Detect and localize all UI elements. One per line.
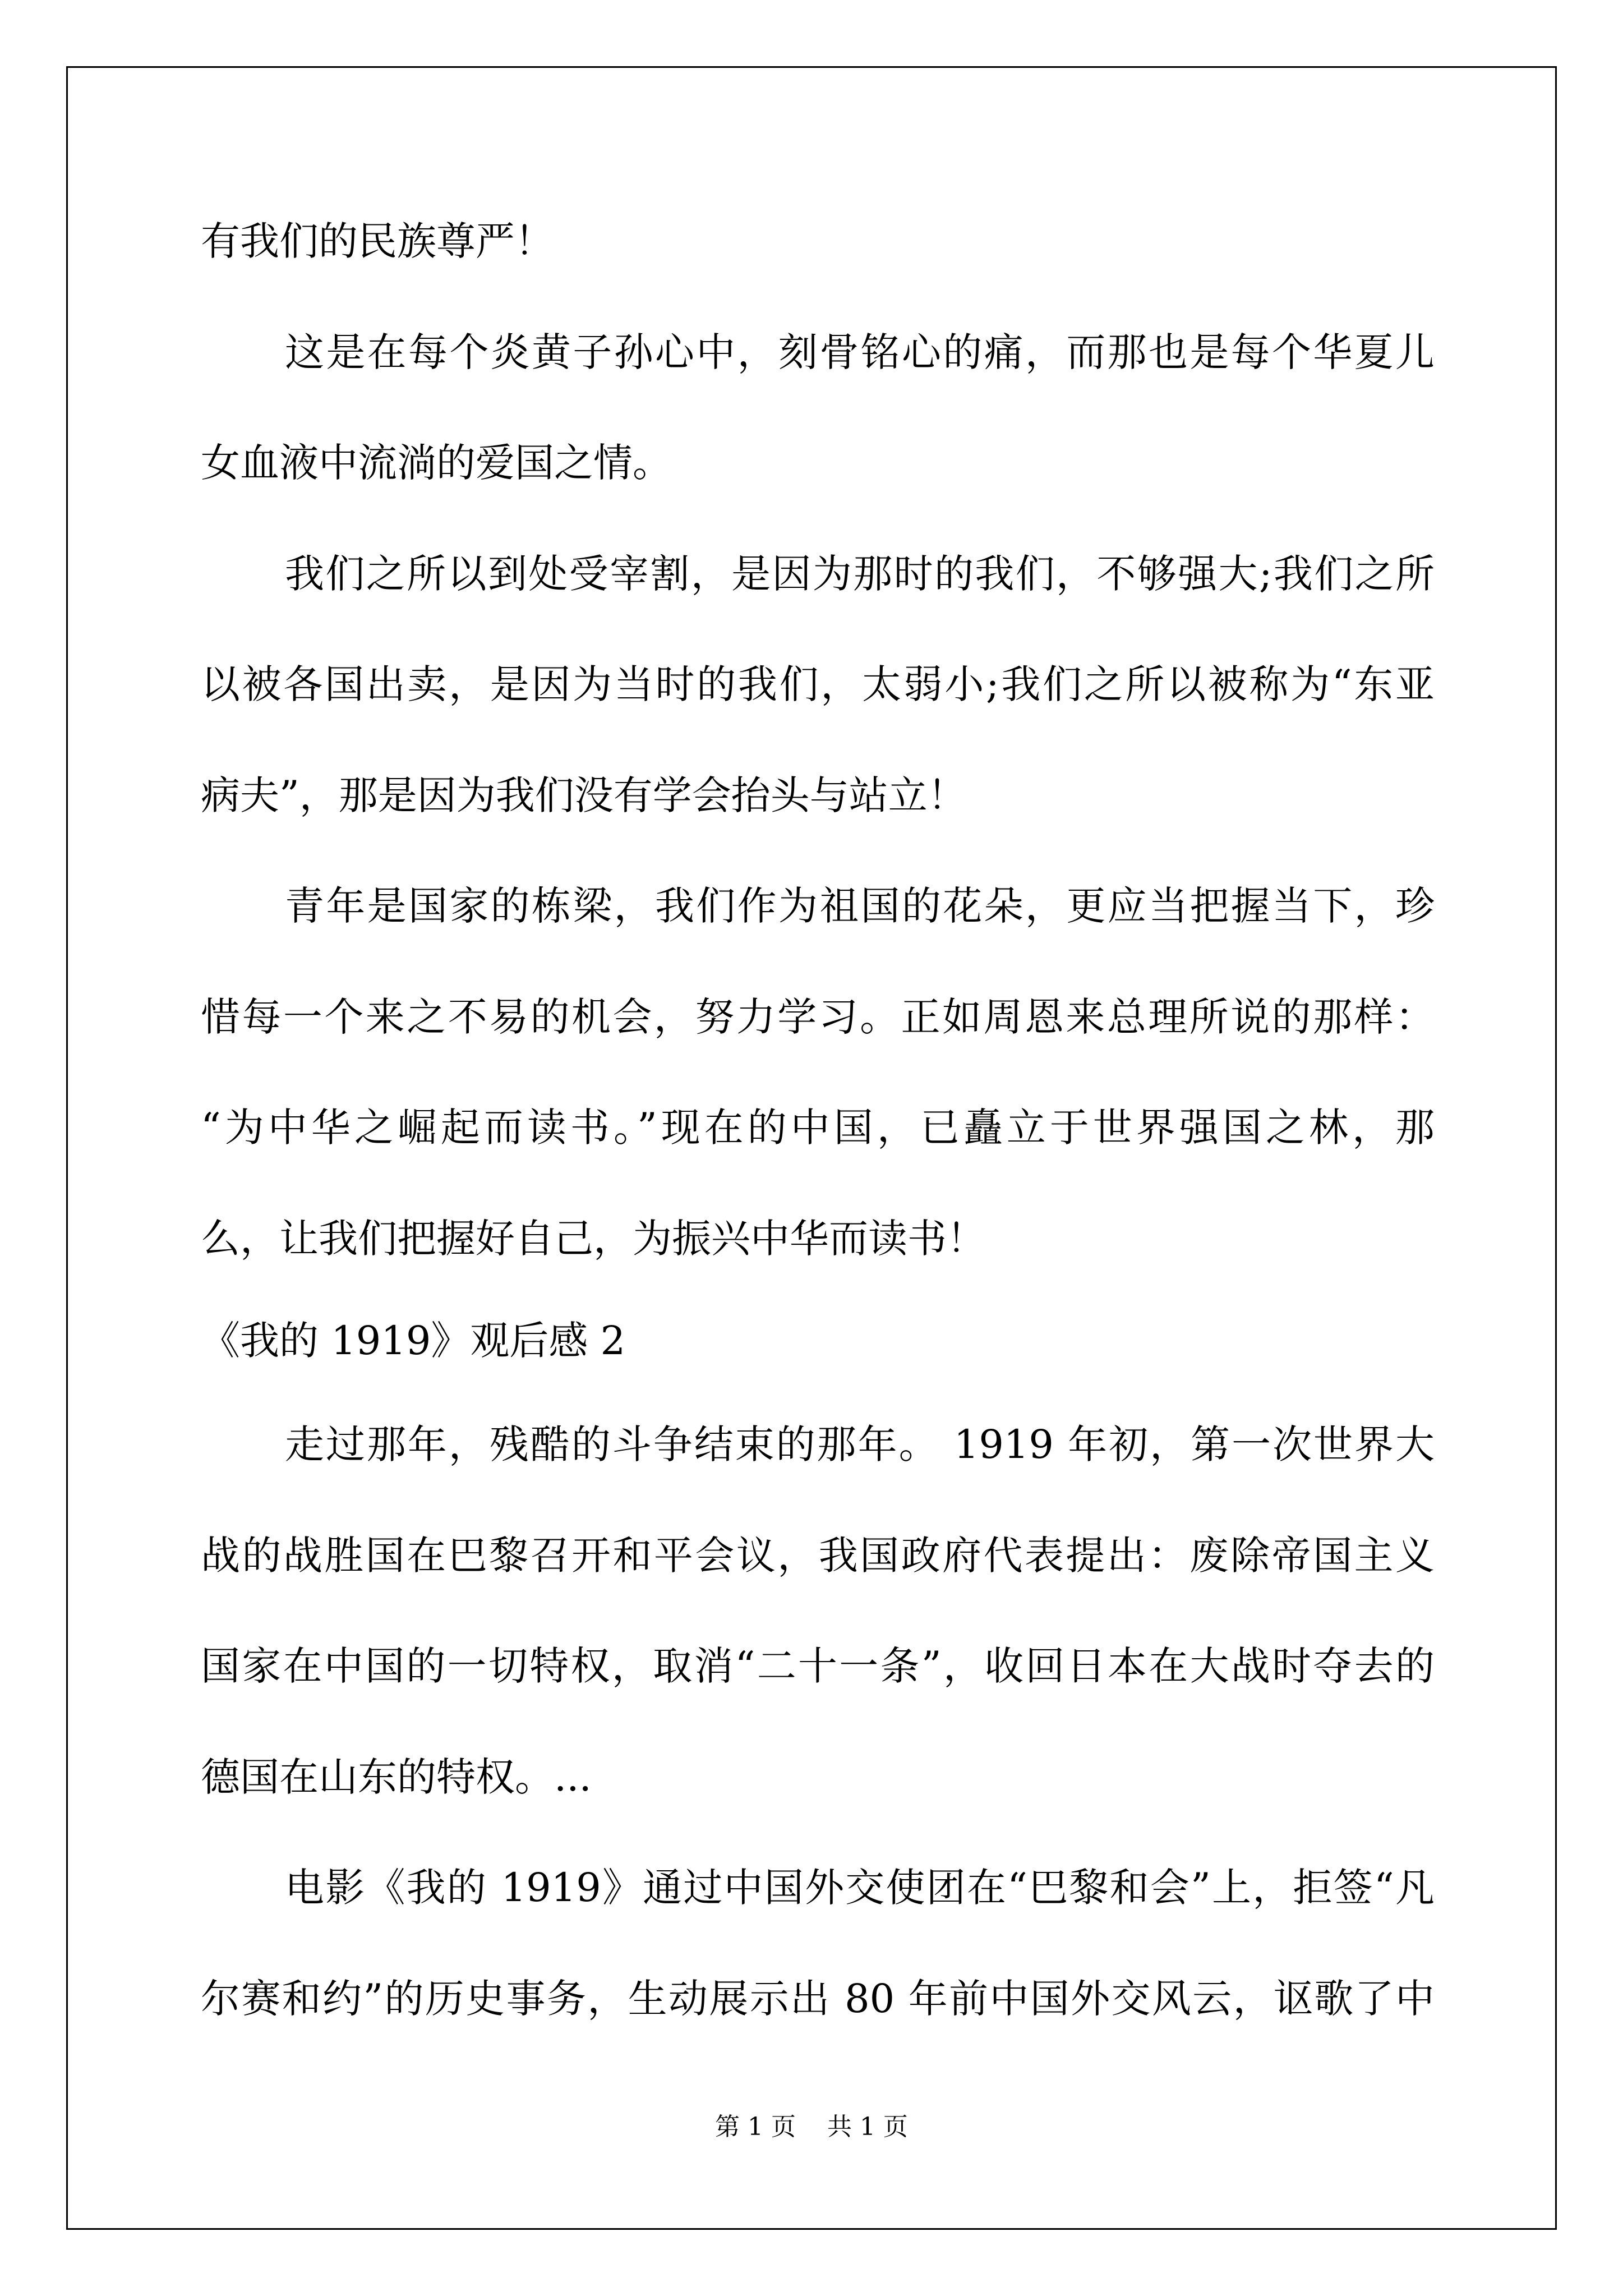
- text-line: 德国在山东的特权。...: [201, 1754, 592, 1800]
- text-line: 病夫”，那是因为我们没有学会抬头与站立！: [201, 772, 967, 818]
- text-line: 女血液中流淌的爱国之情。: [201, 440, 672, 486]
- text-line: 以被各国出卖，是因为当时的我们，太弱小;我们之所以被称为“东亚: [201, 661, 1435, 707]
- section-heading: 《我的 1919》观后感 2: [201, 1318, 626, 1364]
- paragraph-line: 我们之所以到处受宰割，是因为那时的我们，不够强大;我们之所: [285, 551, 1435, 597]
- text-line: 战的战胜国在巴黎召开和平会议，我国政府代表提出：废除帝国主义: [201, 1533, 1435, 1579]
- paragraph-line: 这是在每个炎黄子孙心中，刻骨铭心的痛，而那也是每个华夏儿: [285, 329, 1435, 375]
- page-footer: 第 1 页 共 1 页: [715, 2113, 908, 2141]
- text-line: 国家在中国的一切特权，取消“二十一条”，收回日本在大战时夺去的: [201, 1643, 1435, 1689]
- paragraph-line: 走过那年，残酷的斗争结束的那年。 1919 年初，第一次世界大: [285, 1421, 1435, 1467]
- paragraph-line: 电影《我的 1919》通过中国外交使团在“巴黎和会”上，拒签“凡: [285, 1865, 1435, 1911]
- paragraph-line: 青年是国家的栋梁，我们作为祖国的花朵，更应当把握当下，珍: [285, 883, 1435, 929]
- text-line: 么，让我们把握好自己，为振兴中华而读书！: [201, 1216, 986, 1262]
- text-line: “为中华之崛起而读书。”现在的中国，已矗立于世界强国之林，那: [201, 1105, 1435, 1151]
- text-line: 尔赛和约”的历史事务，生动展示出 80 年前中国外交风云，讴歌了中: [201, 1976, 1435, 2022]
- text-line: 惜每一个来之不易的机会，努力学习。正如周恩来总理所说的那样：: [201, 994, 1435, 1040]
- text-line: 有我们的民族尊严！: [201, 218, 554, 264]
